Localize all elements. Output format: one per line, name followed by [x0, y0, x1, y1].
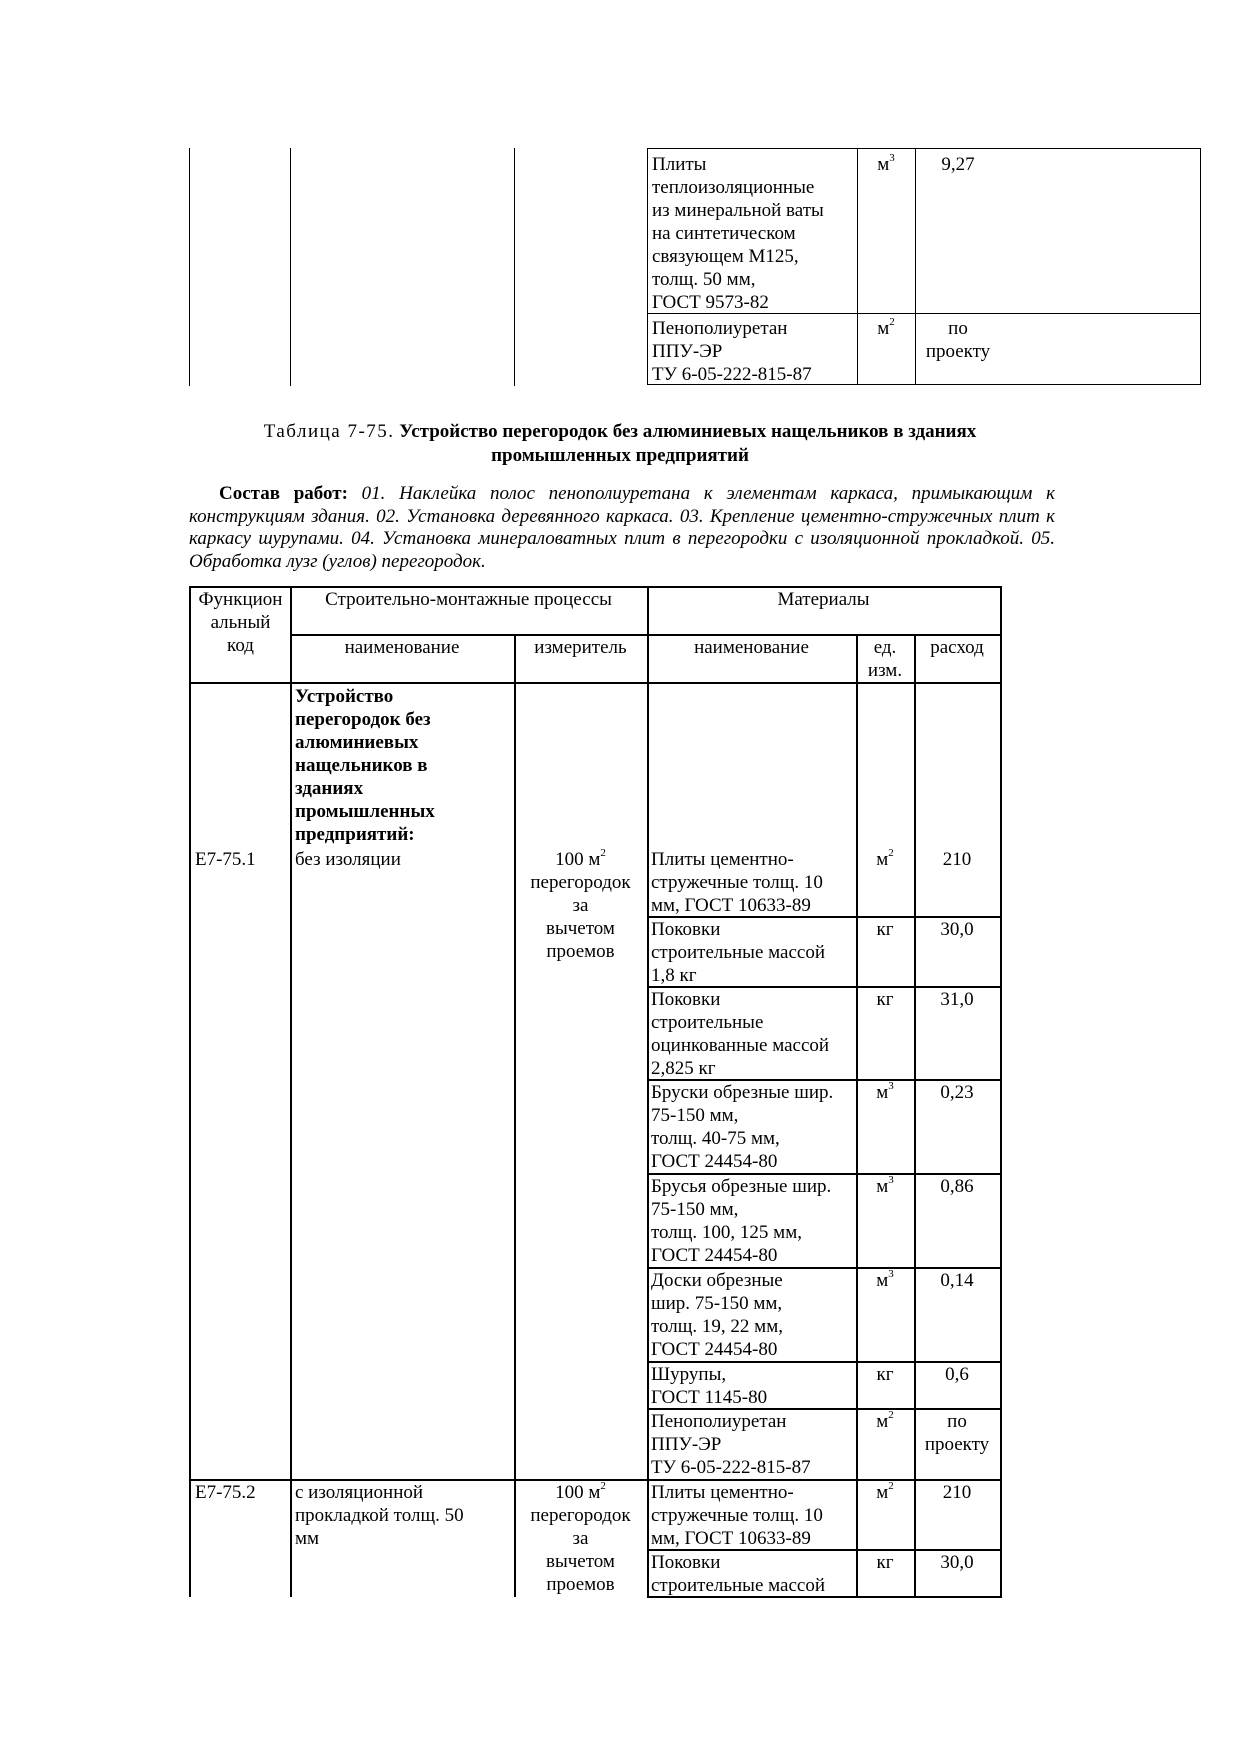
header-consumption: расход: [930, 637, 984, 658]
material-unit: $м^3$: [876, 1268, 894, 1291]
column-divider: [647, 586, 649, 1597]
material-name: Шурупы, ГОСТ 1145-80: [651, 1364, 768, 1408]
material-name: Поковки строительные массой 1,8 кг: [651, 919, 825, 986]
material-amount: 30,0: [940, 919, 974, 940]
material-amount: 30,0: [940, 1552, 974, 1573]
material-amount: 210: [942, 849, 972, 870]
caption-title: Устройство перегородок без алюминиевых нащельников в зданиях промышленных предприятий: [399, 421, 977, 466]
material-amount: 0,14: [940, 1270, 974, 1291]
material-unit: кг: [876, 1552, 894, 1573]
header-materials: Материалы: [777, 589, 870, 610]
material-unit: $м^3$: [876, 1080, 894, 1103]
material-unit: $м^3$: [876, 1174, 894, 1197]
table-border-right: [1000, 586, 1002, 1597]
table-border-left: [189, 148, 190, 386]
material-amount: 9,27: [941, 154, 975, 175]
material-name: Брусья обрезные шир. 75-150 мм, толщ. 100, 125 мм, ГОСТ 24454-80: [651, 1176, 832, 1266]
column-divider: [856, 634, 858, 1597]
material-name: Плиты теплоизоляционные из минеральной ваты на синтетическом связующем М125, толщ. 50 мм, ГОСТ 9573-82: [652, 154, 824, 313]
material-amount: 0,86: [940, 1176, 974, 1197]
material-name: Доски обрезные шир. 75-150 мм, толщ. 19, 22 мм, ГОСТ 24454-80: [651, 1270, 783, 1360]
entry-process: с изоляционной прокладкой толщ. 50 мм: [295, 1482, 464, 1549]
header-material-name: наименование: [694, 637, 809, 658]
material-unit: кг: [876, 989, 894, 1010]
group-title: Устройство перегородок без алюминиевых нащельников в зданиях промышленных предприятий:: [295, 686, 435, 845]
table-divider: [290, 148, 291, 386]
entry-code: Е7-75.2: [195, 1482, 256, 1503]
material-name: Пенополиуретан ППУ-ЭР ТУ 6-05-222-815-87: [651, 1411, 811, 1478]
material-name: Плиты цементно- стружечные толщ. 10 мм, ГОСТ 10633-89: [651, 849, 823, 916]
material-unit: $м^2$: [877, 316, 895, 339]
table-border-left: [189, 586, 191, 1597]
material-unit: $м^2$: [876, 847, 894, 870]
material-amount: 210: [942, 1482, 972, 1503]
composition-text: 01. Наклейка полос пенополиуретана к элементам каркаса, примыкающим к конструкциям здания. 02. Установка деревянного каркаса. 03. Крепление цементно-стружечных плит к каркасу шурупами. 04. Установка минераловатных плит в перегородки с изоляционной прокладкой. 05. Обработка лузг (углов) перегородок.: [189, 483, 1055, 572]
material-unit: кг: [876, 919, 894, 940]
header-process-name: наименование: [344, 637, 460, 658]
work-composition: [189, 483, 1055, 573]
table-divider: [857, 149, 858, 384]
composition-label: Состав работ:: [219, 483, 348, 504]
material-unit: $м^2$: [876, 1480, 894, 1503]
material-name: Бруски обрезные шир. 75-150 мм, толщ. 40-75 мм, ГОСТ 24454-80: [651, 1082, 834, 1172]
material-name: Плиты цементно- стружечные толщ. 10 мм, ГОСТ 10633-89: [651, 1482, 823, 1549]
table-caption: [180, 420, 1060, 468]
material-name: Пенополиуретан ППУ-ЭР ТУ 6-05-222-815-87: [652, 318, 812, 385]
entry-meter: 100 $м^2$ перегородок за вычетом проемов: [530, 1480, 631, 1595]
material-unit: $м^2$: [876, 1409, 894, 1432]
column-divider: [514, 634, 516, 1597]
material-name: Поковки строительные оцинкованные массой 2,825 кг: [651, 989, 830, 1079]
column-divider: [290, 586, 292, 1597]
entry-process: без изоляции: [295, 849, 401, 870]
table-divider: [514, 148, 515, 386]
material-unit: $м^3$: [877, 152, 895, 175]
entry-meter: 100 $м^2$ перегородок за вычетом проемов: [530, 847, 631, 962]
material-name: Поковки строительные массой: [651, 1552, 825, 1596]
material-amount: по проекту: [924, 1411, 990, 1455]
material-amount: 31,0: [940, 989, 974, 1010]
entry-code: Е7-75.1: [195, 849, 256, 870]
caption-prefix: Таблица 7-75.: [263, 421, 395, 442]
material-amount: 0,6: [945, 1364, 969, 1385]
header-unit: ед. изм.: [867, 637, 903, 681]
header-processes: Строительно-монтажные процессы: [325, 589, 612, 610]
material-amount: по проекту: [925, 318, 991, 362]
header-meter: измеритель: [534, 637, 627, 658]
material-unit: кг: [876, 1364, 894, 1385]
header-bottom: [189, 682, 1002, 684]
materials-box: [647, 148, 1201, 385]
material-amount: 0,23: [940, 1082, 974, 1103]
header-func-code: Функцион альный код: [198, 589, 283, 656]
